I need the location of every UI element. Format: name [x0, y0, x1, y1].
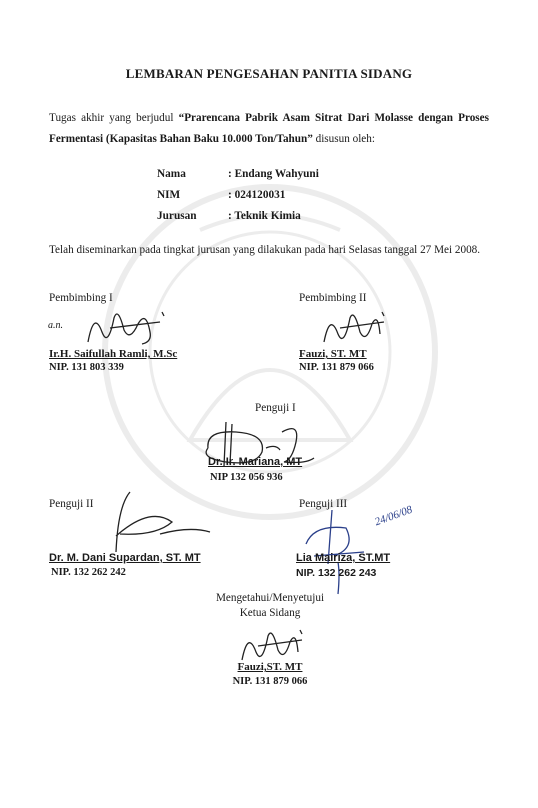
- intro-suffix: disusun oleh:: [312, 133, 375, 145]
- student-info: [157, 164, 319, 227]
- pembimbing2-nip: NIP. 131 879 066: [299, 362, 374, 373]
- seminar-paragraph: Telah diseminarkan pada tingkat jurusan yang dilakukan pada hari Selasas tanggal 27 Mei 2008.: [49, 244, 481, 256]
- pembimbing2-signature: [318, 304, 388, 352]
- name-value: : Endang Wahyuni: [228, 168, 319, 180]
- nim-label: NIM: [157, 189, 181, 201]
- penguji2-signature: [60, 486, 220, 556]
- penguji1-name: Dr. Ir. Mariana, MT: [208, 456, 303, 468]
- pembimbing1-signature: [80, 302, 170, 352]
- intro-prefix: Tugas akhir yang berjudul: [49, 112, 179, 124]
- pembimbing2-name: Fauzi, ST. MT: [299, 348, 367, 360]
- ketua-role-line1: Mengetahui/Menyetujui: [215, 592, 325, 604]
- pembimbing1-note: a.n.: [48, 320, 63, 331]
- name-label: Nama: [157, 168, 186, 180]
- dept-value: : Teknik Kimia: [228, 210, 301, 222]
- penguji3-nip: NIP. 132 262 243: [296, 567, 377, 579]
- intro-paragraph: [49, 108, 489, 150]
- dept-label: Jurusan: [157, 210, 197, 222]
- pembimbing2-role: Pembimbing II: [299, 292, 367, 304]
- ketua-name: Fauzi,ST. MT: [237, 661, 303, 673]
- penguji2-role: Penguji II: [49, 498, 94, 510]
- nim-value: : 024120031: [228, 189, 286, 201]
- penguji2-name: Dr. M. Dani Supardan, ST. MT: [49, 552, 201, 564]
- penguji3-name: Lia Mairiza, ST.MT: [296, 552, 391, 564]
- pembimbing1-nip: NIP. 131 803 339: [49, 362, 124, 373]
- ketua-nip: NIP. 131 879 066: [232, 676, 308, 687]
- penguji2-nip: NIP. 132 262 242: [51, 567, 126, 578]
- penguji3-role: Penguji III: [299, 498, 348, 510]
- pembimbing1-role: Pembimbing I: [49, 292, 113, 304]
- page-title: LEMBARAN PENGESAHAN PANITIA SIDANG: [125, 66, 413, 81]
- penguji1-nip: NIP 132 056 936: [210, 472, 283, 483]
- penguji1-role: Penguji I: [255, 402, 296, 414]
- thesis-title: “Prarencana Pabrik Asam Sitrat Dari Molasse dengan Proses Fermentasi (Kapasitas Bahan Baku 10.000 Ton/Tahun”: [49, 112, 489, 145]
- penguji3-handwritten-date: 24/06/08: [373, 503, 414, 529]
- pembimbing1-name: Ir.H. Saifullah Ramli, M.Sc: [49, 348, 178, 360]
- ketua-role-line2: Ketua Sidang: [239, 607, 301, 619]
